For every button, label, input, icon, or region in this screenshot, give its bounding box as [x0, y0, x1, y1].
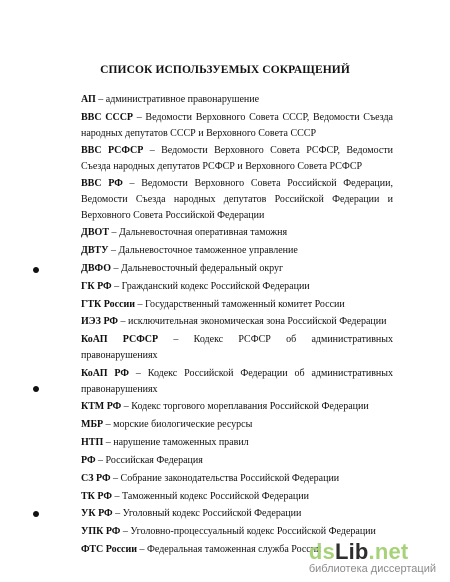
abbreviation: ГК РФ: [81, 280, 112, 292]
watermark-logo: [309, 541, 436, 563]
list-item: [81, 524, 393, 540]
abbreviation: АП: [81, 94, 96, 105]
list-item: [81, 314, 393, 330]
abbreviation-list: [81, 92, 393, 560]
abbreviation: ГТК России: [81, 298, 136, 310]
binder-hole-mark: [33, 511, 39, 517]
logo-part: ds: [308, 539, 335, 564]
abbreviation: НТП: [81, 436, 104, 448]
binder-hole-mark: [33, 267, 39, 273]
abbreviation: ВВС РФ: [81, 178, 123, 190]
page-title: СПИСОК ИСПОЛЬЗУЕМЫХ СОКРАЩЕНИЙ: [100, 64, 350, 76]
dslib-watermark: [309, 541, 436, 576]
abbreviation: ДВОТ: [81, 226, 109, 238]
list-item: [81, 471, 393, 487]
logo-part: .net: [368, 539, 409, 564]
abbreviation: ВВС РСФСР: [81, 144, 144, 156]
list-item: [81, 506, 393, 522]
abbreviation: ФТС России: [81, 544, 137, 556]
definition: – Ведомости Верховного Совета СССР, Ведомости Съезда народных депутатов СССР и Верховного Совета СССР: [81, 111, 393, 139]
list-item: [81, 453, 393, 469]
definition: – нарушение таможенных правил: [103, 436, 249, 448]
definition: – Кодекс Российской Федерации об административных правонарушениях: [81, 368, 394, 395]
abbreviation: ТК РФ: [81, 490, 112, 502]
definition: – Ведомости Верховного Совета РСФСР, Ведомости Съезда народных депутатов РСФСР и Верховного Совета РСФСР: [81, 144, 393, 172]
definition: – Федеральная таможенная служба России: [137, 544, 322, 556]
list-item: [81, 143, 393, 175]
abbreviation: УК РФ: [81, 508, 113, 520]
definition: – Гражданский кодекс Российской Федерации: [111, 280, 310, 292]
list-item: [81, 399, 393, 415]
abbreviation: ДВТУ: [81, 244, 109, 256]
definition: – Дальневосточное таможенное управление: [108, 244, 298, 256]
definition: – Таможенный кодекс Российской Федерации: [111, 490, 309, 502]
definition: – морские биологические ресурсы: [103, 418, 253, 430]
definition: – Кодекс РСФСР об административных правонарушениях: [81, 334, 393, 362]
logo-part: Lib: [334, 539, 369, 564]
definition: – административное правонарушение: [95, 94, 260, 105]
list-item: [81, 261, 393, 277]
list-item: [81, 417, 393, 433]
list-item: [81, 176, 393, 223]
abbreviation: ВВС СССР: [81, 111, 134, 123]
abbreviation: ИЭЗ РФ: [81, 316, 118, 328]
list-item: [81, 92, 393, 108]
list-item: [81, 366, 393, 398]
definition: – Ведомости Верховного Совета Российской Федерации, Ведомости Съезда народных депутатов Российской Федерации и Верховного Совета Российской Федерации: [81, 178, 393, 221]
definition: – Российская Федерация: [95, 454, 203, 466]
watermark-subtitle: библиотека диссертаций: [308, 563, 436, 575]
definition: – Дальневосточная оперативная таможня: [109, 226, 288, 238]
abbreviation: СЗ РФ: [81, 472, 111, 484]
definition: – Собрание законодательства Российской Федерации: [110, 472, 340, 484]
definition: – Государственный таможенный комитет России: [135, 298, 345, 310]
definition: – исключительная экономическая зона Российской Федерации: [118, 316, 387, 328]
abbreviation: МБР: [81, 418, 104, 430]
abbreviation: КоАП РФ: [81, 368, 129, 379]
abbreviation: РФ: [81, 454, 96, 466]
binder-hole-mark: [33, 386, 39, 392]
definition: – Уголовный кодекс Российской Федерации: [112, 508, 302, 520]
list-item: [81, 243, 393, 259]
list-item: [81, 297, 393, 313]
abbreviation: ДВФО: [81, 262, 112, 274]
definition: – Уголовно-процессуальный кодекс Российской Федерации: [120, 526, 376, 538]
definition: – Кодекс торгового мореплавания Российской Федерации: [121, 401, 369, 413]
definition: – Дальневосточный федеральный округ: [111, 262, 284, 274]
list-item: [81, 110, 393, 142]
list-item: [81, 332, 393, 364]
abbreviation: УПК РФ: [81, 526, 121, 538]
list-item: [81, 435, 393, 451]
abbreviation: КТМ РФ: [81, 401, 122, 413]
list-item: [81, 489, 393, 505]
abbreviation: КоАП РСФСР: [81, 334, 159, 346]
list-item: [81, 225, 393, 241]
list-item: [81, 279, 393, 295]
